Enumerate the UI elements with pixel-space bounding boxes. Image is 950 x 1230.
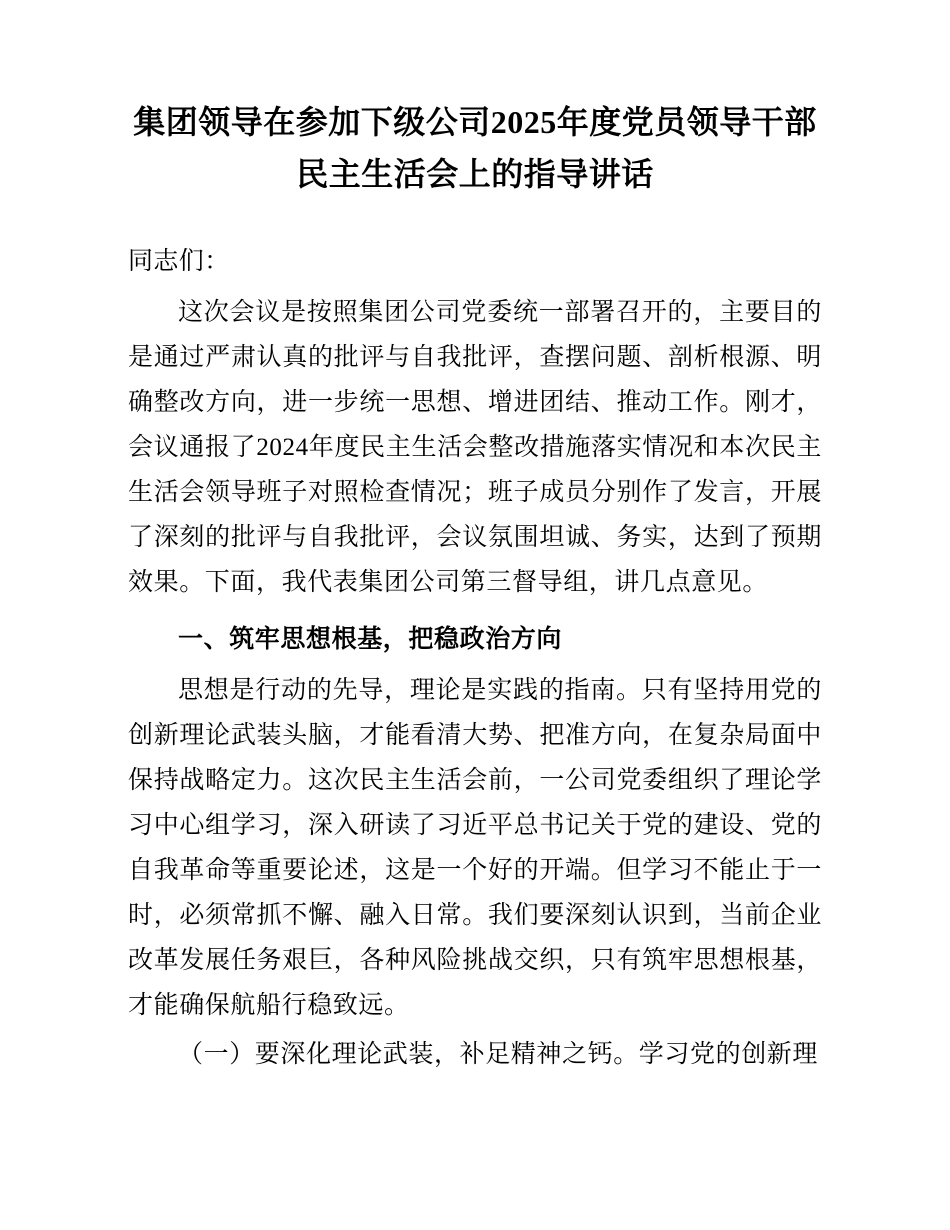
page-title: 集团领导在参加下级公司2025年度党员领导干部民主生活会上的指导讲话 bbox=[133, 104, 817, 192]
paragraph-1: 这次会议是按照集团公司党委统一部署召开的，主要目的是通过严肃认真的批评与自我批评，查摆问题、剖析根源、明确整改方向，进一步统一思想、增进团结、推动工作。刚才，会议通报了2024年度民主生活会整改措施落实情况和本次民主生活会领导班子对照检查情况；班子成员分别作了发言，开展了深刻的批评与自我批评，会议氛围坦诚、务实，达到了预期效果。下面，我代表集团公司第三督导组，讲几点意见。 bbox=[128, 299, 822, 596]
paragraph-3: （一）要深化理论武装，补足精神之钙。学习党的创新理 bbox=[178, 1041, 819, 1068]
salutation: 同志们： bbox=[128, 248, 230, 275]
section-heading-1: 一、筑牢思想根基，把稳政治方向 bbox=[178, 626, 563, 653]
paragraph-2: 思想是行动的先导，理论是实践的指南。只有坚持用党的创新理论武装头脑，才能看清大势、把准方向，在复杂局面中保持战略定力。这次民主生活会前，一公司党委组织了理论学习中心组学习，深入研读了习近平总书记关于党的建设、党的自我革命等重要论述，这是一个好的开端。但学习不能止于一时，必须常抓不懈、融入日常。我们要深刻认识到，当前企业改革发展任务艰巨，各种风险挑战交织，只有筑牢思想根基，才能确保航船行稳致远。 bbox=[128, 677, 822, 1019]
